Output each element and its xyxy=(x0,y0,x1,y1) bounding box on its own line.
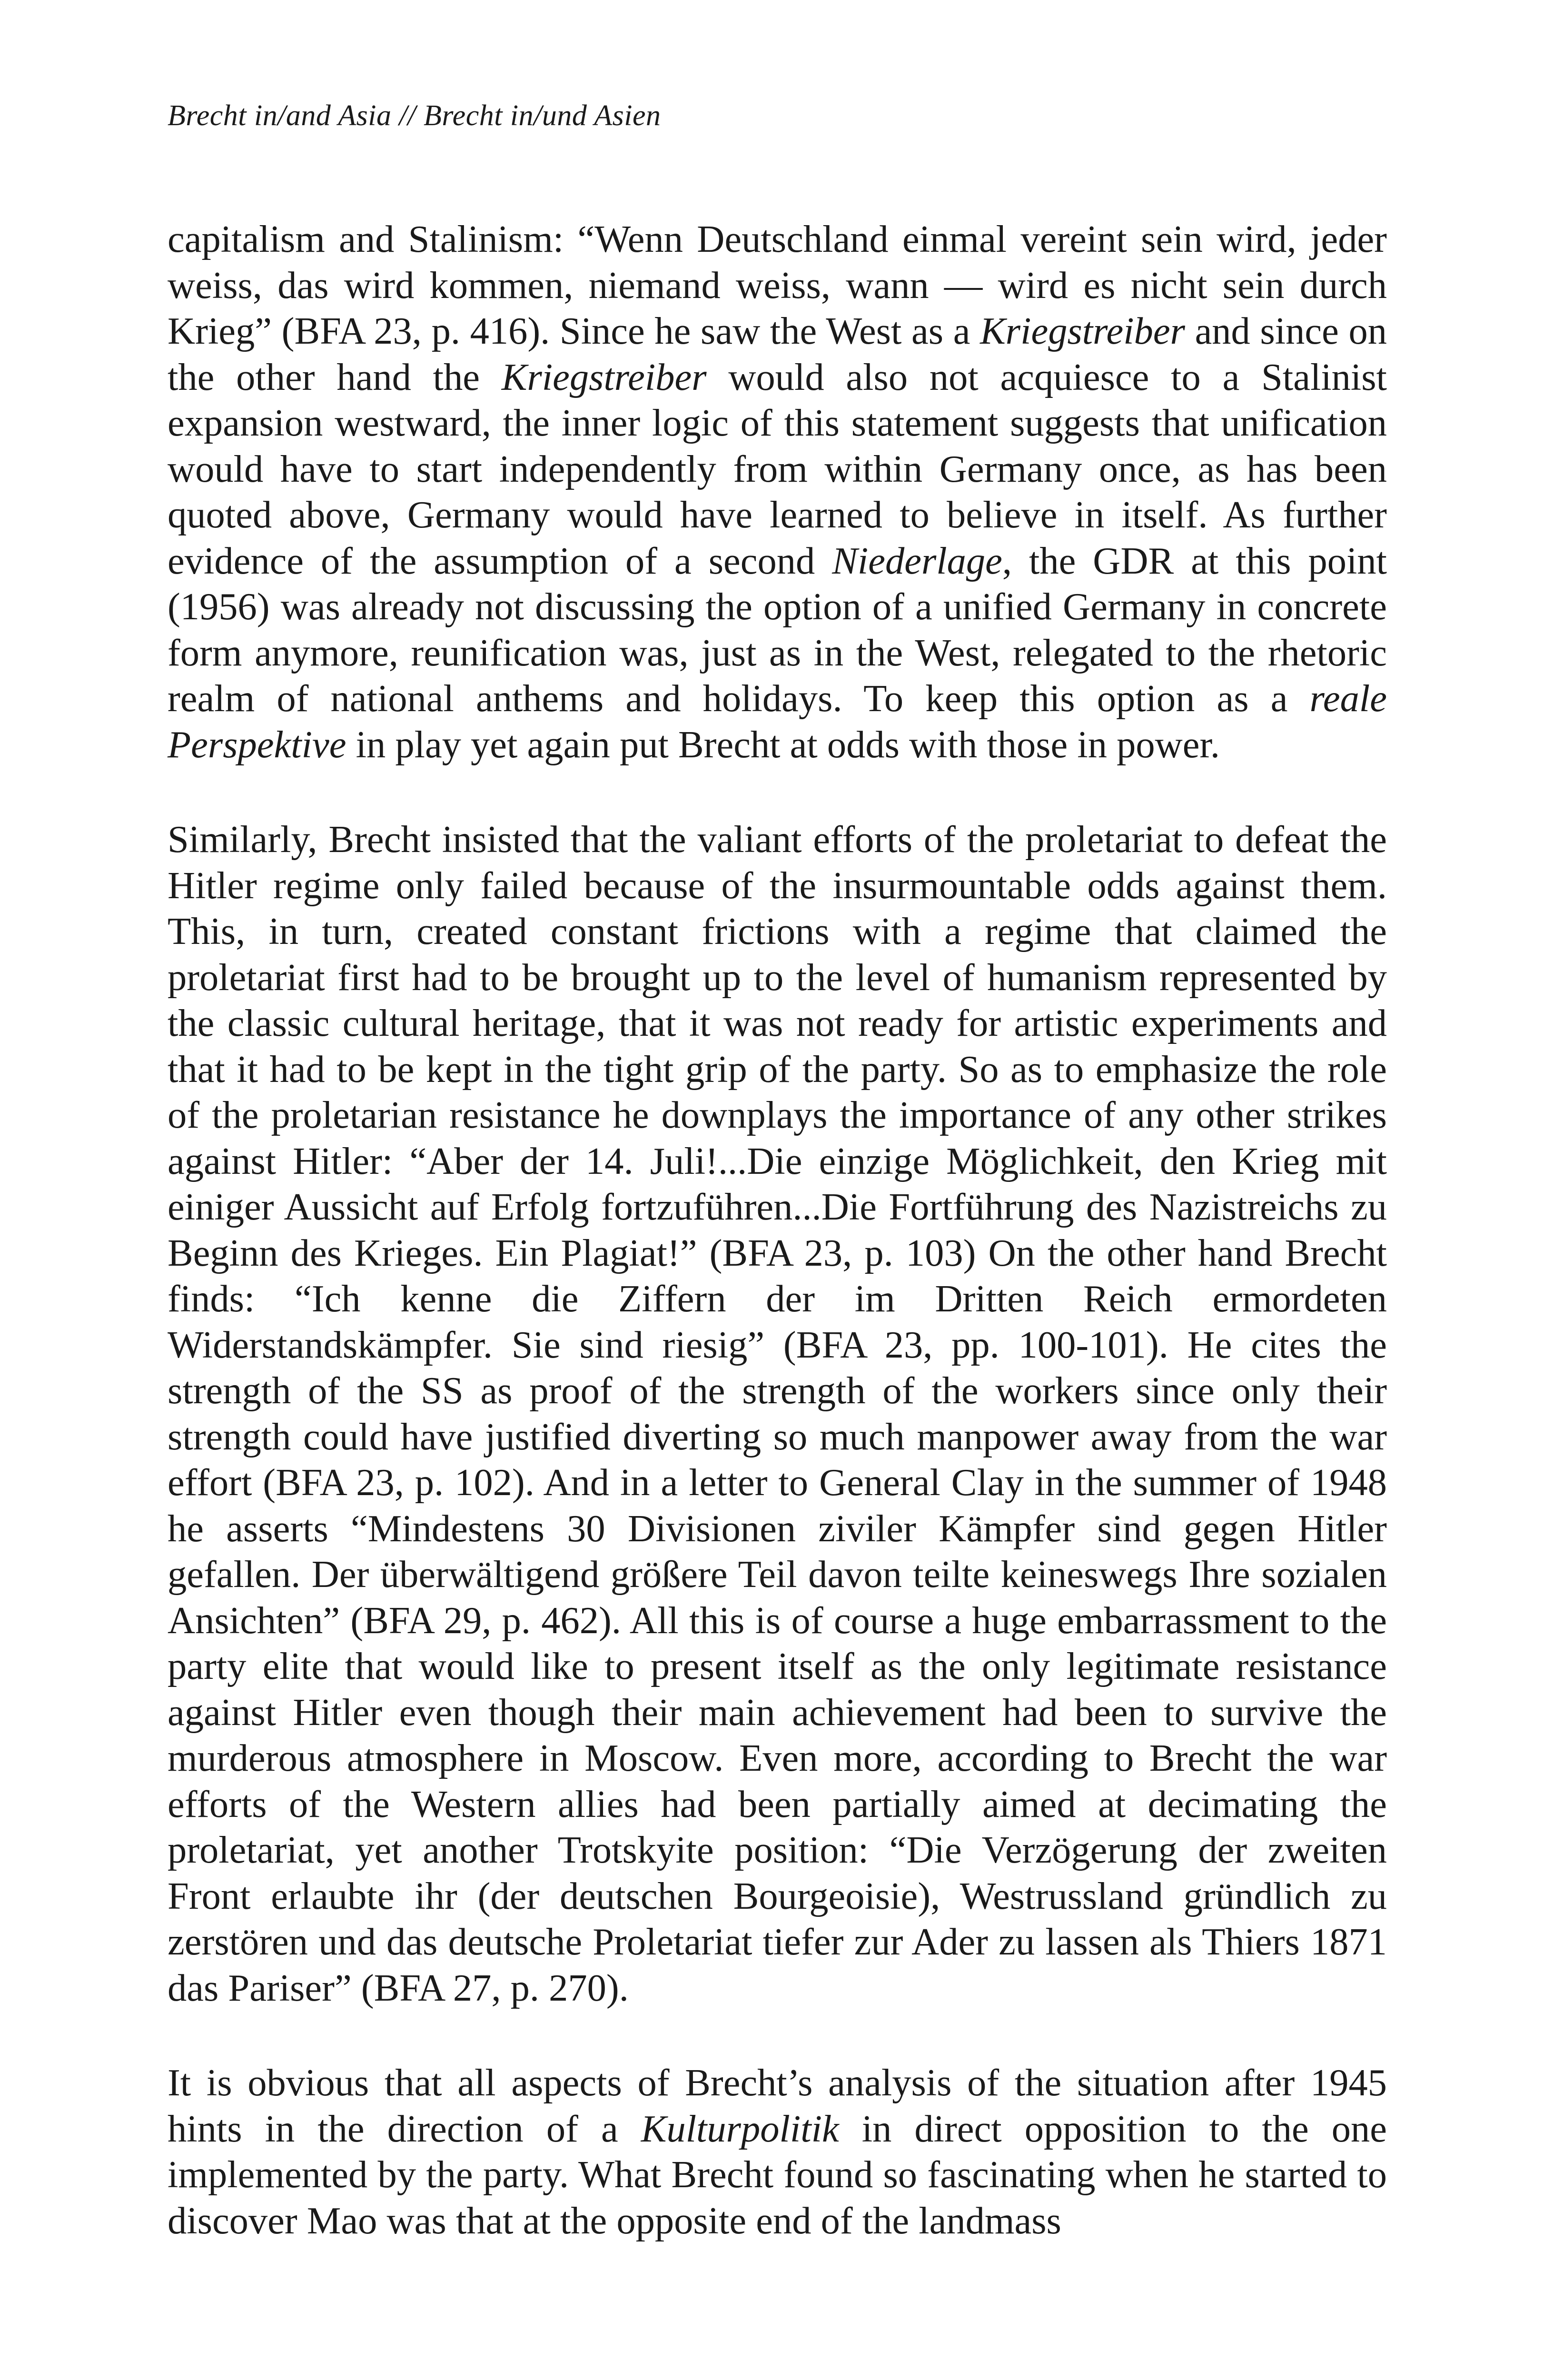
text-segment: , the GDR at this point (1956) was already not discussing the option of a unified Germany in concrete form anymore, reunification was, just as in the West, relegated to the rhetoric realm of national anthems and holidays. To keep this option as a xyxy=(168,539,1387,720)
text-segment: in direct opposition to the one implemented by the party. What Brecht found so fascinating when he started to discover Mao was that at the opposite end of the landmass xyxy=(168,2107,1387,2242)
italic-term: Kulturpolitik xyxy=(641,2107,839,2150)
text-segment: Similarly, Brecht insisted that the valiant efforts of the proletariat to defeat the Hitler regime only failed because of the insurmountable odds against them. This, in turn, created constant frictions with a regime that claimed the proletariat first had to be brought up to the level of humanism represented by the classic cultural heritage, that it was not ready for artistic experiments and that it had to be kept in the tight grip of the party. So as to emphasize the role of the proletarian resistance he downplays the importance of any other strikes against Hitler: “Aber der 14. Juli!...Die einzige Möglichkeit, den Krieg mit einiger Aussicht auf Erfolg fortzuführen...Die Fortführung des Nazistreichs zu Beginn des Krieges. Ein Plagiat!” (BFA 23, p. 103) On the other hand Brecht finds: “Ich kenne die Ziffern der im Dritten Reich ermordeten Widerstandskämpfer. Sie sind riesig” (BFA 23, pp. 100-101). He cites the strength of the SS as proof of the strength of the workers since only their strength could have justified diverting so much manpower away from the war effort (BFA 23, p. 102). And in a letter to General Clay in the summer of 1948 he asserts “Mindestens 30 Divisionen ziviler Kämpfer sind gegen Hitler gefallen. Der überwältigend größere Teil davon teilte keineswegs Ihre sozialen Ansichten” (BFA 29, p. 462). All this is of course a huge embarrassment to the party elite that would like to present itself as the only legitimate resistance against Hitler even though their main achievement had been to survive the murderous atmosphere in Moscow. Even more, according to Brecht the war efforts of the Western allies had been partially aimed at decimating the proletariat, yet another Trotskyite position: “Die Verzögerung der zweiten Front erlaubte ihr (der deutschen Bourgeoisie), Westrussland gründlich zu zerstören und das deutsche Proletariat tiefer zur Ader zu lassen als Thiers 1871 das Pariser” (BFA 27, p. 270). xyxy=(168,818,1387,2009)
italic-term: reale Perspektive xyxy=(168,677,1387,766)
text-segment: It is obvious that all aspects of Brecht’s analysis of the situation after 1945 hints in the direction of a xyxy=(168,2062,1387,2150)
paragraph-1 xyxy=(168,217,1387,768)
text-segment: and since on the other hand the xyxy=(168,310,1387,398)
running-head: Brecht in/and Asia // Brecht in/und Asien xyxy=(168,99,661,132)
paragraph-2 xyxy=(168,817,1387,2011)
italic-term: Kriegstreiber xyxy=(980,310,1185,352)
paragraph-3 xyxy=(168,2060,1387,2244)
italic-term: Kriegstreiber xyxy=(501,356,707,398)
text-segment: would also not acquiesce to a Stalinist expansion westward, the inner logic of this statement suggests that unification would have to start independently from within Germany once, as has been quoted above, Germany would have learned to believe in itself. As further evidence of the assumption of a second xyxy=(168,356,1387,582)
body-text xyxy=(168,217,1387,2293)
text-segment: in play yet again put Brecht at odds with those in power. xyxy=(346,723,1220,766)
text-segment: capitalism and Stalinism: “Wenn Deutschland einmal vereint sein wird, jeder weiss, das wird kommen, niemand weiss, wann — wird es nicht sein durch Krieg” (BFA 23, p. 416). Since he saw the West as a xyxy=(168,218,1387,352)
italic-term: Niederlage xyxy=(832,539,1002,582)
